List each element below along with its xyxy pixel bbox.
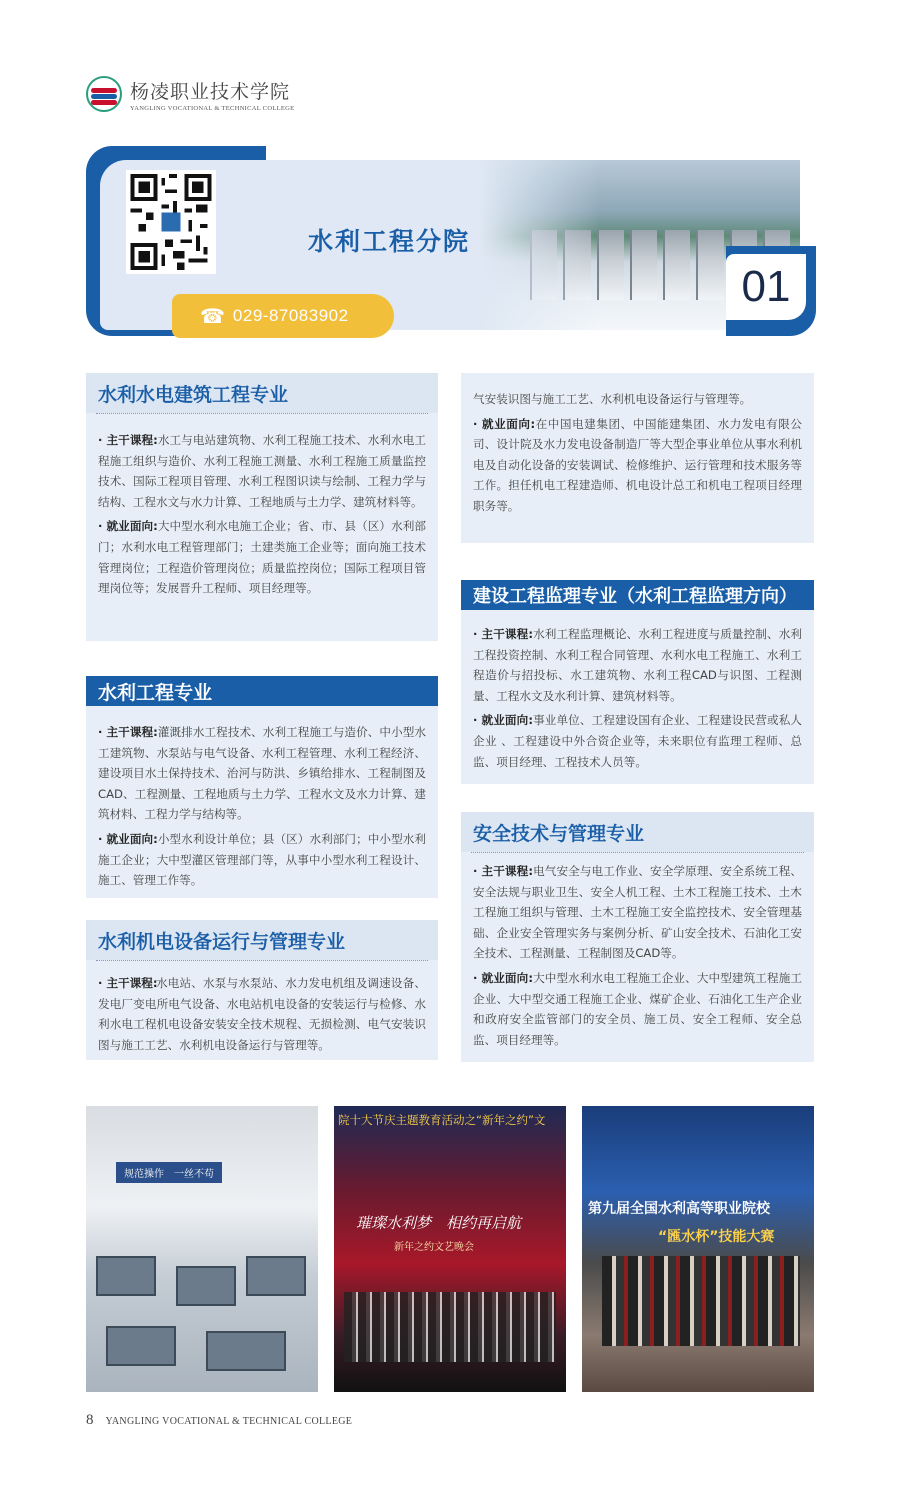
qr-code-icon[interactable] bbox=[126, 170, 216, 274]
major-title: 建设工程监理专业（水利工程监理方向） bbox=[461, 580, 814, 610]
jobs-text: 小型水利设计单位；县（区）水利部门；中小型水利施工企业；大中型灌区管理部门等，从事中小型水利工程设计、施工、管理工作等。 bbox=[98, 831, 426, 888]
gala-banner-text: 院十大节庆主题教育活动之“新年之约”文 bbox=[338, 1113, 546, 1127]
major-card-electromechanical-continued: 气安装识图与施工工艺、水利机电设备运行与管理等。 · 就业面向:在中国电建集团、中国能建集团、水力发电有限公司、设计院及水力发电设备制造厂等大型企事业单位从事水利机电及自动化设备的安装调试、检修维护、运行管理和技术服务等工作。担任机电工程建造师、机电设计总工和机电工程项目经理职务等。 bbox=[461, 373, 814, 543]
jobs-text: 事业单位、工程建设国有企业、工程建设民营或私人企业 、工程建设中外合资企业等，未来职位有监理工程师、总监、项目经理、工程技术人员等。 bbox=[473, 713, 802, 769]
department-banner bbox=[86, 146, 816, 346]
college-emblem-icon bbox=[86, 76, 122, 112]
major-title: 水利水电建筑工程专业 bbox=[86, 373, 438, 413]
phone-icon: ☎ bbox=[200, 304, 225, 328]
section-number: 01 bbox=[726, 254, 806, 320]
major-card-supervision: 建设工程监理专业（水利工程监理方向） · 主干课程:水利工程监理概论、水利工程进度与质量控制、水利工程投资控制、水利工程合同管理、水利水电工程施工、水利工程造价与招投标、水工建筑物、水利工程CAD与识图、工程测量、工程水文及水利计算、建筑材料等。 · 就业面向:事业单位、工程建设国有企业、工程建设民营或私人企业 、工程建设中外合资企业等，未来职位有监理工程师、总监、项目经理、工程技术人员等。 bbox=[461, 580, 814, 784]
jobs-text: 大中型水利水电工程施工企业、大中型建筑工程施工企业、大中型交通工程施工企业、煤矿企业、石油化工生产企业和政府安全监管部门的安全员、施工员、安全工程师、安全总监、项目经理等。 bbox=[473, 970, 802, 1047]
courses-text: 水利工程监理概论、水利工程进度与质量控制、水利工程投资控制、水利工程合同管理、水利水电工程施工、水利工程造价与招投标、水工建筑物、水利工程CAD与识图、工程测量、工程水文及水利计算、建筑材料等。 bbox=[473, 627, 802, 703]
new-year-gala-photo bbox=[334, 1106, 566, 1392]
skills-competition-photo bbox=[582, 1106, 814, 1392]
major-title: 安全技术与管理专业 bbox=[461, 812, 814, 852]
footer-college-name: YANGLING VOCATIONAL & TECHNICAL COLLEGE bbox=[105, 1416, 353, 1427]
major-title: 水利工程专业 bbox=[86, 676, 438, 706]
college-name-en: YANGLING VOCATIONAL & TECHNICAL COLLEGE bbox=[130, 104, 295, 112]
jobs-text: 大中型水利水电施工企业；省、市、县（区）水利部门；水利水电工程管理部门；土建类施工企业等；面向施工技术管理岗位；工程造价管理岗位；质量监控岗位；国际工程项目管理岗位等；发展晋升工程师、项目经理等。 bbox=[98, 519, 426, 596]
college-logo bbox=[86, 76, 294, 112]
jobs-text: 在中国电建集团、中国能建集团、水力发电有限公司、设计院及水力发电设备制造厂等大型企事业单位从事水利机电及自动化设备的安装调试、检修维护、运行管理和技术服务等工作。担任机电工程建造师、机电设计总工和机电工程项目经理职务等。 bbox=[473, 416, 802, 513]
major-card-hydro-construction: 水利水电建筑工程专业 · 主干课程:水工与电站建筑物、水利工程施工技术、水利水电工程施工组织与造价、水利工程施工测量、水利工程施工质量监控技术、国际工程项目管理、水利工程图识读与绘制、工程力学与结构、工程水文与水力计算、工程地质与土力学、建筑材料等。 · 就业面向:大中型水利水电施工企业；省、市、县（区）水利部门；水利水电工程管理部门；土建类施工企业等；面向施工技术管理岗位；工程造价管理岗位；质量监控岗位；国际工程项目管理岗位等；发展晋升工程师、项目经理等。 bbox=[86, 373, 438, 641]
phone-number: 029-87083902 bbox=[232, 306, 349, 325]
courses-text: 电气安全与电工作业、安全学原理、安全系统工程、安全法规与职业卫生、安全人机工程、土木工程施工技术、土木工程施工组织与管理、土木工程施工安全监控技术、安全管理基础、企业安全管理实务与案例分析、矿山安全技术、石油化工安全技术、工程测量、工程制图及CAD等。 bbox=[473, 864, 802, 961]
competition-title: “匯水杯”技能大赛 bbox=[658, 1229, 775, 1245]
gala-slogan: 璀璨水利梦 相约再启航 bbox=[356, 1214, 522, 1232]
major-card-water-engineering: 水利工程专业 · 主干课程:灌溉排水工程技术、水利工程施工与造价、中小型水工建筑物、水泵站与电气设备、水利工程管理、水利工程经济、建设项目水土保持技术、治河与防洪、乡镇给排水、工程制图及CAD、工程测量、工程地质与土力学、工程水文及水力计算、建筑材料、工程力学与结构等。 · 就业面向:小型水利设计单位；县（区）水利部门；中小型水利施工企业；大中型灌区管理部门等，从事中小型水利工程设计、施工、管理工作等。 bbox=[86, 676, 438, 898]
training-workshop-photo bbox=[86, 1106, 318, 1392]
college-name-cn: 杨凌职业技术学院 bbox=[130, 80, 291, 103]
phone-tab[interactable] bbox=[172, 294, 394, 338]
courses-text-continued: 气安装识图与施工工艺、水利机电设备运行与管理等。 bbox=[473, 392, 752, 406]
page-number: 8 bbox=[86, 1412, 94, 1428]
competition-banner-text: 第九届全国水利高等职业院校 bbox=[588, 1201, 770, 1217]
courses-text: 灌溉排水工程技术、水利工程施工与造价、中小型水工建筑物、水泵站与电气设备、水利工程管理、水利工程经济、建设项目水土保持技术、治河与防洪、乡镇给排水、工程制图及CAD、工程测量、工程地质与土力学、工程水文及水力计算、建筑材料、工程力学与结构等。 bbox=[98, 725, 426, 822]
courses-text: 水电站、水泵与水泵站、水力发电机组及调速设备、发电厂变电所电气设备、水电站机电设备的安装运行与检修、水利水电工程机电设备安装安全技术规程、无损检测、电气安装识图与施工工艺、水利机电设备运行与管理等。 bbox=[98, 976, 426, 1052]
major-card-safety: 安全技术与管理专业 · 主干课程:电气安全与电工作业、安全学原理、安全系统工程、安全法规与职业卫生、安全人机工程、土木工程施工技术、土木工程施工组织与管理、土木工程施工安全监控技术、安全管理基础、企业安全管理实务与案例分析、矿山安全技术、石油化工安全技术、工程测量、工程制图及CAD等。 · 就业面向:大中型水利水电工程施工企业、大中型建筑工程施工企业、大中型交通工程施工企业、煤矿企业、石油化工生产企业和政府安全监管部门的安全员、施工员、安全工程师、安全总监、项目经理等。 bbox=[461, 812, 814, 1062]
gala-subtitle: 新年之约文艺晚会 bbox=[394, 1242, 474, 1253]
major-card-electromechanical: 水利机电设备运行与管理专业 · 主干课程: 水电站、水泵与水泵站、水力发电机组及调速设备、发电厂变电所电气设备、水电站机电设备的安装运行与检修、水利水电工程机电设备安装安全技术规程、无损检测、电气安装识图与施工工艺、水利机电设备运行与管理等。 bbox=[86, 920, 438, 1060]
courses-text: 水工与电站建筑物、水利工程施工技术、水利水电工程施工组织与造价、水利工程施工测量、水利工程施工质量监控技术、国际工程项目管理、水利工程图识读与绘制、工程力学与结构、工程水文与水力计算、工程地质与土力学、建筑材料等。 bbox=[98, 433, 426, 509]
major-title: 水利机电设备运行与管理专业 bbox=[86, 920, 438, 960]
page-footer bbox=[86, 1412, 352, 1429]
workshop-sign: 规范操作 一丝不苟 bbox=[116, 1162, 222, 1183]
department-title: 水利工程分院 bbox=[308, 227, 471, 256]
